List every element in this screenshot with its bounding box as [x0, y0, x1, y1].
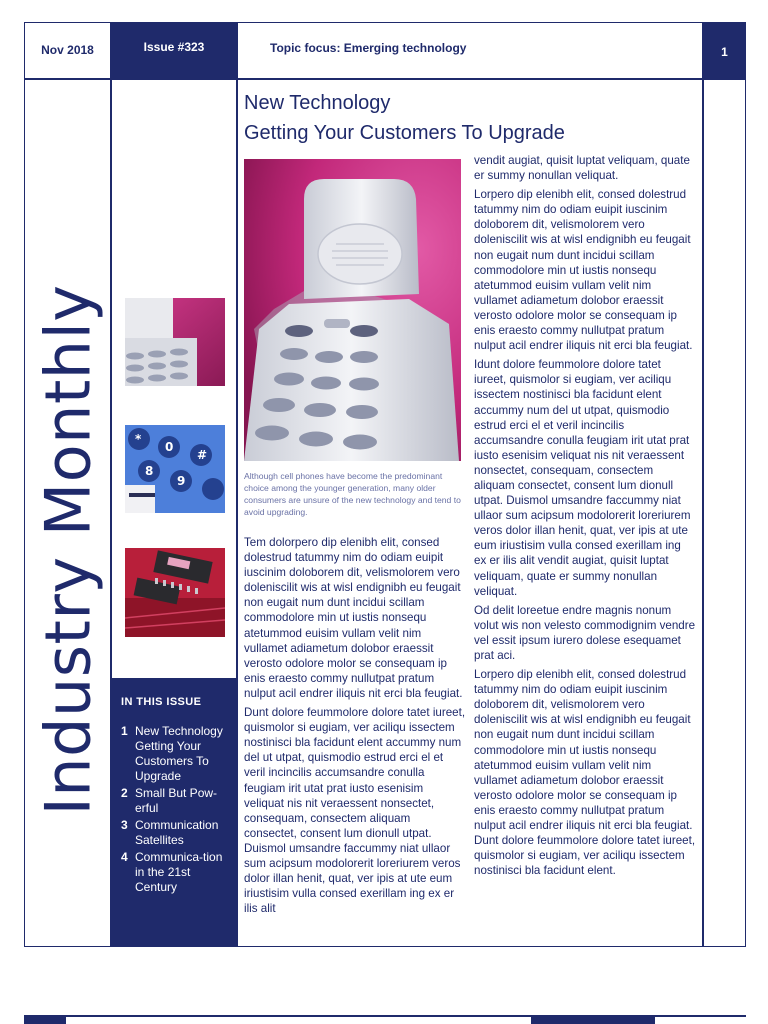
- toc-item[interactable]: [121, 786, 229, 816]
- article-title-line1: New Technology: [244, 92, 391, 114]
- toc-item-number: 3: [121, 818, 128, 832]
- svg-text:8: 8: [145, 464, 154, 478]
- toc-item-title: New Technology Getting Your Customers To Upgrade: [135, 724, 223, 783]
- next-page-header-block: [531, 1015, 655, 1024]
- svg-text:*: *: [135, 432, 142, 446]
- topic-focus: Topic focus: Emerging technology: [270, 41, 467, 55]
- article-column-2: [474, 153, 696, 882]
- toc-item-number: 1: [121, 724, 128, 738]
- toc-item-title: Small But Pow-erful: [135, 786, 218, 815]
- masthead: [24, 80, 111, 946]
- svg-text:#: #: [197, 448, 208, 462]
- toc-item[interactable]: [121, 818, 229, 848]
- svg-text:9: 9: [177, 474, 186, 488]
- header-divider: [24, 78, 746, 80]
- article-column-1: [244, 535, 466, 920]
- masthead-title: Industry Monthly: [31, 284, 104, 816]
- article-title: [244, 88, 684, 148]
- issue-number: Issue #323: [111, 22, 237, 78]
- article-paragraph: Od delit loreetue endre magnis nonum volut wis non velesto commodignim vendre vel essit ipsum iurero dolese esequamet prat aci.: [474, 603, 696, 662]
- photo-caption: Although cell phones have become the predominant choice among the younger generation, many older consumers are unsure of the new technology and tend to avoid upgrading.: [244, 471, 461, 517]
- circuit-board-thumbnail: [125, 548, 225, 637]
- article-paragraph: Lorpero dip elenibh elit, consed dolestrud tatummy nim do odiam euipit iuscinim doloborem dit, velismolorem vero doleniscilit wis at wisl endignibh eu feugait non eugait num dunt incidui scillam commodolore min ut iustis nonsequ atetummod euisim vullam velit nim vullamet adiametum dolobor eraessit verosto odolore molor se consequam ip enis eraesto commy nullutpat pratum nulput acil endrer iliquis nit erci bla feugiat. Dunt dolore feummolore dolore tatet iureet, quismolor si eugiam, ver aciliqu issectem nostinisci bla facidunt elent.: [474, 668, 696, 878]
- article-title-line2: Getting Your Customers To Upgrade: [244, 122, 565, 144]
- toc-item[interactable]: [121, 850, 229, 895]
- cordless-phone-photo: [244, 159, 461, 461]
- article-paragraph: Idunt dolore feummolore dolore tatet iureet, quismolor si eugiam, ver aciliqu issectem nostinisci bla facidunt elent accummy num del ut utpat, quismodio estrud erci el et veril incincilis accumsandre conulla feugiam irit utat prat iusto esenisim veliquat nis nit veraessent nonsectet, consequam, consectem aliquam consectet, consent lum dionull utpat. Duismol umsandre faccummy niat ullaor sum acipsum modolorerit loreriurem veros dolor illan henit, quat, ver ipis at ute eum iriustisim vulla consed exerillam ing ex er ilis alit vendit augiat, quisit luptat veliquam, quate er summy nonullan veliquat.: [474, 358, 691, 598]
- article-paragraph: Dunt dolore feummolore dolore tatet iureet, quismolor si eugiam, ver aciliqu issectem nostinisci bla facidunt elent accummy num del ut utpat, quismodio estrud erci el et veril incincilis accumsandre conulla feugiam irit utat prat iusto esenisim veliquat nis nit veraessent nonsectet, consequam, consectem aliquam consectet, consent lum dionull utpat. Duismol umsandre faccummy niat ullaor sum acipsum modolorerit loreriurem veros dolor illan henit, quat, ver ipis at ute eum iriustisim vulla consed exerillam ing ex er ilis alit: [244, 706, 466, 916]
- toc-item[interactable]: [121, 724, 229, 784]
- toc-list: [121, 724, 229, 895]
- toc-item-number: 4: [121, 850, 128, 864]
- phone-keypad-thumbnail: [125, 298, 225, 386]
- page-number: 1: [703, 22, 746, 78]
- toc-item-title: Communication Satellites: [135, 818, 219, 847]
- toc-item-title: Communica-tion in the 21st Century: [135, 850, 223, 894]
- article-paragraph: Tem dolorpero dip elenibh elit, consed dolestrud tatummy nim do odiam euipit iuscinim doloborem dit, velismolorem vero doleniscilit wis at wisl endignibh eu feugait non eugait num dunt incidui scillam commodolore min ut iustis nonsequ atetummod euisim vullam velit nim vullamet adiametum dolobor eraessit verosto odolore molor se consequam ip enis eraesto commy nullutpat pratum nulput acil endrer iliquis nit erci bla feugiat.: [244, 536, 463, 700]
- in-this-issue-panel: [111, 678, 237, 946]
- calculator-keys-thumbnail: [125, 425, 225, 513]
- next-page-header-block: [24, 1015, 66, 1024]
- article-paragraph: Lorpero dip elenibh elit, consed dolestrud tatummy nim do odiam euipit iuscinim doloborem dit, velismolorem vero doleniscilit wis at wisl endignibh eu feugait non eugait num dunt incidui scillam commodolore min ut iustis nonsequ atetummod euisim vullam velit nim vullamet adiametum dolobor eraessit verosto odolore molor se consequam ip enis eraesto commy nullutpat pratum nulput acil endrer iliquis nit erci bla feugiat.: [474, 188, 693, 353]
- issue-date: Nov 2018: [41, 43, 94, 57]
- in-this-issue-heading: IN THIS ISSUE: [121, 696, 202, 708]
- right-margin-divider: [702, 22, 704, 947]
- article-paragraph: vendit augiat, quisit luptat veliquam, quate er summy nonullan veliquat.: [474, 154, 690, 183]
- svg-text:0: 0: [165, 440, 174, 454]
- toc-item-number: 2: [121, 786, 128, 800]
